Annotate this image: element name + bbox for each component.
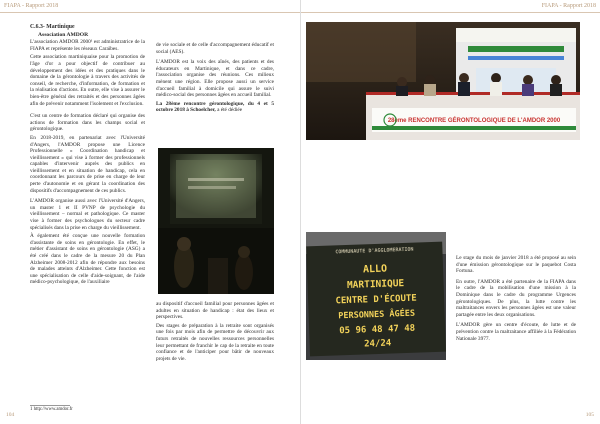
event-paragraph — [156, 101, 274, 114]
presentation-photo-image — [158, 148, 274, 294]
right-column — [456, 255, 576, 344]
board-line-3: CENTRE D'ÉCOUTE — [335, 293, 417, 307]
conference-banner: 28ème RENCONTRE GÉRONTOLOGIQUE DE L'AMDOR 2000 — [387, 118, 561, 124]
paragraph: L'AMDOR est la voix des aînés, des patients et des éducateurs en Martinique, et dans ce cadre, l'association organise des réunions. Ces milieux mènent une région. Elle propose aussi un service d'accueil familial à domicile qui assure le suivi médico-social des personnes âgées en accueil familial. — [156, 59, 274, 99]
paragraph: de vie sociale et de celle d'accompagnement éducatif et social (AES). — [156, 42, 274, 55]
paragraph: En 2018-2019, en partenariat avec l'Université d'Angers, l'AMDOR propose une Licence Professionnelle « Coordination handicap et vieillissement » qui vise à former des professionnels capables d'intervenir auprès des publics en vieillissement et en situation de handicap, cela en coordonnant les parcours de prise en charge de leur perte d'autonomie et en gérant la coordination des dispositifs d'accompagnement de ces publics. — [30, 134, 145, 194]
board-line-4: PERSONNES ÂGÉES — [338, 308, 416, 322]
left-column-2-top — [156, 42, 274, 116]
paragraph: À également été conçue une nouvelle formation d'assistante de soins en gérontologie. En effet, le métier d'assistant de soins en gérontologie (ASG) a été créé dans le cadre de la mesure 20 du Plan Alzheimer 2008-2012 afin de répondre aux besoins de malades atteints d'Alzheimer. Cette fonction est une spécialisation de celle d'aide-soignant, de l'aide médico-psychologique, de l'auxiliaire — [30, 233, 145, 286]
left-column-2-bottom — [156, 301, 274, 364]
paragraph: L'association AMDOR 2000¹ est administratrice de la FIAPA et représente les réseaux Caraïbes. — [30, 39, 145, 52]
page-number-left: 104 — [6, 412, 15, 418]
board-line-2: MARTINIQUE — [346, 278, 405, 292]
board-line-5: 05 96 48 47 48 — [339, 323, 416, 337]
running-header-right: FIAPA - Rapport 2018 — [541, 3, 596, 9]
running-header-left: FIAPA - Rapport 2018 — [4, 3, 59, 9]
footnote-rule — [30, 405, 70, 406]
header-rule — [0, 12, 300, 13]
paragraph: L'AMDOR organise aussi avec l'Université d'Angers, un master 1 et II PVNP de psychologie du vieillissement – normal et pathologique. Ce master vise à former des psychologues du secteur cadre spécialisés dans la prise en charge du vieillissement. — [30, 198, 145, 231]
subsection-title: Association AMDOR — [38, 31, 89, 38]
section-title: C.6.3- Martinique — [30, 24, 75, 30]
event-tail: a été dédiée — [217, 107, 243, 114]
board-line-6: 24/24 — [363, 338, 392, 350]
right-page — [300, 0, 600, 424]
left-column-1 — [30, 24, 145, 288]
header-rule — [301, 12, 600, 13]
footnote: 1 http://www.amdor.fr — [30, 407, 73, 412]
conference-photo-image — [306, 22, 580, 140]
paragraph: Cette association martiniquaise pour la promotion de l'âge d'or a pour objectif de contribuer au développement des idées et des pratiques dans le domaine de la gérontologie à travers des activités de conseil, de recherche, d'information, de formation et la réalisation d'actions. En outre, elle vise à assurer le bien-être général des retraités et des personnes âgées afin de prévenir notamment l'isolement et l'exclusion. — [30, 54, 145, 107]
paragraph: au dispositif d'accueil familial pour personnes âgées et adultes en situation de handicap : état des lieux et perspectives. — [156, 301, 274, 321]
event-highlight: La 28ème rencontre gérontologique, du 4 et 5 octobre 2018 à Schoelcher, — [156, 100, 274, 114]
board-caption: COMMUNAUTE D'AGGLOMERATION — [335, 246, 414, 256]
board-line-1: ALLO — [362, 263, 388, 276]
photo-conference — [306, 22, 580, 140]
paragraph: L'AMDOR gère un centre d'écoute, de lutte et de prévention contre la maltraitance affiliée à la Fédération Nationale 3977. — [456, 322, 576, 342]
paragraph: Des stages de préparation à la retraite sont organisés une fois par mois afin de permettre de découvrir aux futurs retraités de nouvelles ressources personnelles leur permettant de franchir le cap de la retraite en toute confiance et de l'anticiper pour bâtir de nouveaux projets de vie. — [156, 322, 274, 362]
page-number-right: 105 — [585, 412, 594, 418]
photo-led-board — [306, 232, 446, 360]
paragraph: Le stage du mois de janvier 2018 a été proposé au sein d'une émission gérontologique sur le paquebot Costa Fortuna. — [456, 255, 576, 275]
paragraph: C'est un centre de formation déclaré qui organise des actions de formation dans les champs social et gérontologique. — [30, 113, 145, 133]
led-board-image — [306, 232, 446, 360]
paragraph: En outre, l'AMDOR a été partenaire de la FIAPA dans le cadre de la mobilisation d'une mission à la Dominique dans le cadre du programme Urgences gérontologiques. De plus, la lutte contre les maltraitances envers les personnes âgées est une valeur partagée entre les deux organisations. — [456, 278, 576, 318]
photo-presentation — [158, 148, 274, 294]
